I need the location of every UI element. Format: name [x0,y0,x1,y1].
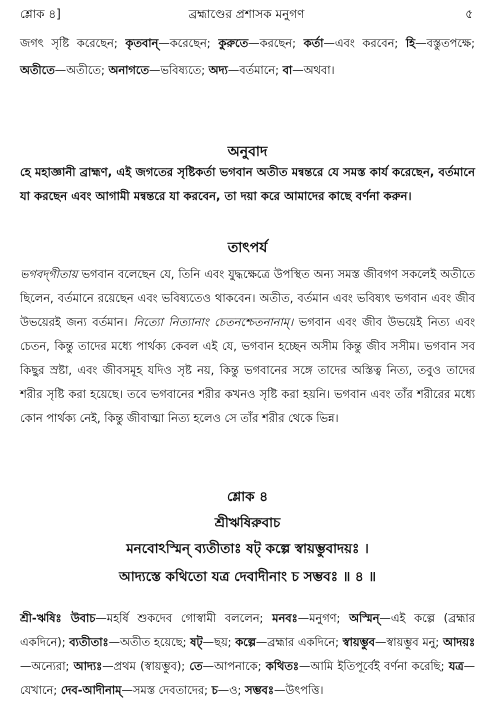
purport-text [20,262,475,430]
gloss-word: আদ্যঃ [73,659,103,673]
gloss-word: সম্ভবঃ [244,683,274,697]
gloss-meaning: —ছয়; [202,635,236,649]
gloss-word: চ [211,683,218,697]
header-verse-ref: শ্লোক ৪] [20,7,61,21]
purport-quote: নিত্যো নিত্যানাং চেতনশ্চেতনানাম্। [133,315,294,329]
gloss-word: যত্র [448,659,464,673]
word-glossary-paragraph [20,606,475,702]
gloss-meaning: —উৎপত্তি। [273,683,324,697]
gloss-meaning: —ব্রহ্মার একদিনে; [255,635,343,649]
gloss-word: আদয়ঃ [442,635,476,649]
word-for-word-glossary [20,606,475,702]
gloss-word: মনবঃ [272,611,298,625]
top-word-glossary [20,30,475,84]
gloss-meaning: —এই কল্পে (ব্রহ্মার একদিনে); [20,611,475,649]
verse-speaker: শ্রীঋষিরুবাচ [214,515,281,531]
verse-number: শ্লোক ৪ [226,489,269,505]
purport-text-run: ভগবান বলেছেন যে, তিনি এবং যুদ্ধক্ষেত্রে উপস্থিত অন্য সমস্ত জীবগণ সকলেই অতীতে ছিলেন, বর্তমানে রয়েছেন এবং ভবিষ্যতেও থাকবেন। অতীত, বর্তমান এবং ভবিষ্যৎ ভগবান এবং জীব উভয়েরই জন্য বর্তমান। [20,267,475,329]
page-number: ৫ [465,7,473,21]
gloss-meaning: —সমস্ত দেবতাদের; [121,683,212,697]
purport-heading: তাৎপর্য [227,240,268,256]
gloss-word: হি [405,36,416,50]
gloss-meaning: —যেখানে; [20,659,476,697]
translation-paragraph: হে মহাজ্ঞানী ব্রাহ্মণ, এই জগতের সৃষ্টিকর্তা ভগবান অতীত মন্বন্তরে যে সমস্ত কার্য করেছেন, বর্তমানে যা করছেন এবং আগামী মন্বন্তরে যা করবেন, তা দয়া করে আমাদের কাছে বর্ণনা করুন। [20,165,475,203]
gloss-meaning: —অতীত হয়েছে; [108,635,191,649]
gloss-word: কৃতবান্ [125,36,159,50]
gloss-word: কুরুতে [218,36,249,50]
gloss-word: অতীতে [20,63,55,77]
gloss-meaning: —ভবিষ্যতে; [149,63,209,77]
gloss-meaning: —করছেন; [248,36,304,50]
gloss-word: অস্মিন্ [349,611,380,625]
gloss-meaning: —প্রথম (স্বায়ম্ভুব); [102,659,190,673]
gloss-word: কর্তা [303,36,324,50]
gloss-meaning: —অন্যেরা; [20,659,74,673]
gloss-meaning: —করেছেন; [158,36,219,50]
gloss-word: অদ্য [208,63,228,77]
gloss-word: দেব-আদীনাম্ [60,683,122,697]
header-title: ব্রহ্মাণ্ডের প্রশাসক মনুগণ [188,7,305,21]
verse-line-2: আদ্যস্তে কথিতো যত্র দেবাদীনাং চ সম্ভবঃ ॥ ৪ ॥ [118,569,377,585]
glossary-paragraph [20,30,475,84]
gloss-word: কল্পে [235,635,256,649]
purport-quote: ভগবদ্‌গীতায় [20,267,78,281]
gloss-word: কথিতঃ [265,659,299,673]
gloss-meaning: জগৎ সৃষ্টি করেছেন; [20,36,126,50]
gloss-meaning: —আপনাকে; [202,659,266,673]
gloss-word: শ্রী-ঋষিঃ উবাচ [20,611,96,625]
gloss-meaning: —মনুগণ; [297,611,350,625]
translation-heading: অনুবাদ [227,144,268,160]
gloss-word: তে [189,659,203,673]
gloss-word: বা [282,63,293,77]
gloss-meaning: —অতীতে; [54,63,109,77]
translation-text [20,160,475,208]
gloss-word: অনাগতে [108,63,150,77]
gloss-meaning: —এবং করবেন; [323,36,406,50]
gloss-meaning: —মহর্ষি শুকদেব গোস্বামী বললেন; [95,611,273,625]
gloss-meaning: —স্বায়ম্ভুব মনু; [374,635,443,649]
gloss-word: স্বায়ম্ভুব [342,635,375,649]
gloss-word: ব্যতীতাঃ [69,635,109,649]
gloss-meaning: —ও; [217,683,245,697]
running-header [20,4,473,24]
purport-paragraph [20,262,475,430]
gloss-meaning: —বস্তুতপক্ষে; [415,36,475,50]
gloss-meaning: —বর্তমানে; [227,63,283,77]
gloss-meaning: —অথবা। [292,63,335,77]
verse-line-1: মনবোঽস্মিন্ ব্যতীতাঃ ষট্ কল্পে স্বায়ম্ভুবাদয়ঃ । [126,541,369,557]
gloss-meaning: —আমি ইতিপূর্বেই বর্ণনা করেছি; [298,659,449,673]
gloss-word: ষট্ [190,635,203,649]
purport-text-run: ভগবান এবং জীব উভয়েই নিত্য এবং চেতন, কিন্তু তাদের মধ্যে পার্থক্য কেবল এই যে, ভগবান হচ্ছেন অসীম কিন্তু জীব সসীম। ভগবান সব কিছুর স্রষ্টা, এবং জীবসমূহ যদিও সৃষ্ট নয়, কিন্তু ভগবানের সঙ্গে তাদের অস্তিত্ব নিত্য, তবুও তাদের শরীর সৃষ্টি করা হয়েছে। তবে ভগবানের শরীর কখনও সৃষ্টি করা হয়নি। ভগবান এবং তাঁর শরীরের মধ্যে কোন পার্থক্য নেই, কিন্তু জীবাত্মা নিত্য হলেও সে তাঁর শরীর থেকে ভিন্ন। [20,315,475,425]
